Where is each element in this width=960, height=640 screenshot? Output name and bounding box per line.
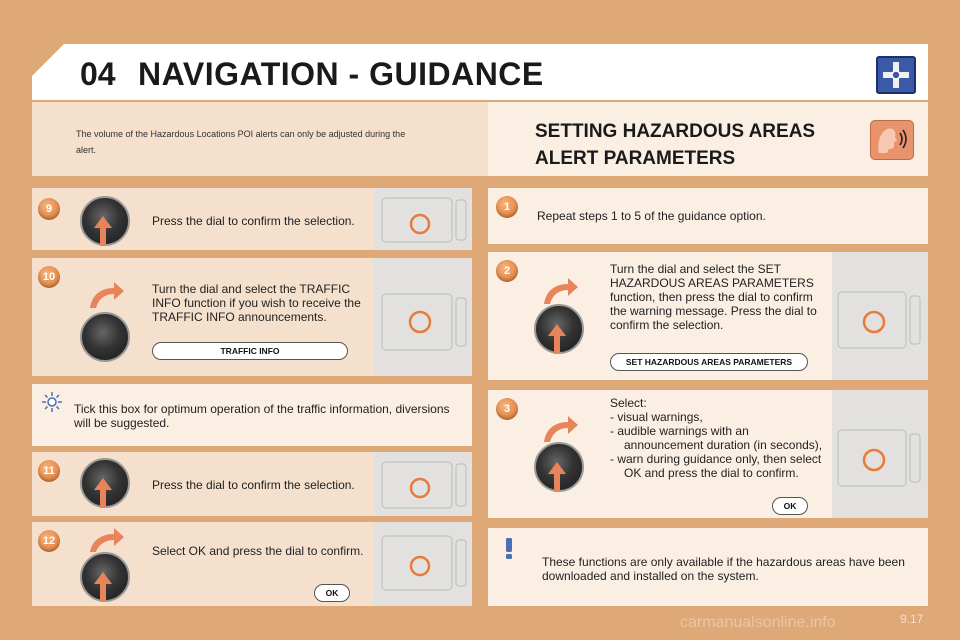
press-arrow-icon [546, 322, 568, 356]
step-options [610, 396, 824, 480]
step-text: Press the dial to confirm the selection. [152, 478, 355, 492]
ok-label: OK [314, 584, 350, 602]
press-arrow-icon [92, 214, 114, 248]
ok-label: OK [772, 497, 808, 515]
step-number-badge: 9 [38, 198, 60, 220]
turn-arrow-icon [86, 526, 126, 554]
exclamation-icon [498, 536, 520, 560]
warning-text: These functions are only available if the hazardous areas have been downloaded and installed on the system. [542, 555, 905, 583]
turn-arrow-icon [86, 280, 126, 310]
page-number: 9.17 [900, 612, 924, 626]
dial-knob [80, 312, 130, 362]
voice-face-icon [870, 120, 914, 160]
step-number-badge: 10 [38, 266, 60, 288]
sun-tip-icon [40, 390, 64, 414]
step-2-thumbnail [832, 252, 928, 380]
section-title: SETTING HAZARDOUS AREAS ALERT PARAMETERS [535, 121, 816, 169]
step-text: Press the dial to confirm the selection. [152, 214, 355, 228]
option-item: - audible warnings with an announcement duration (in seconds), [610, 424, 823, 452]
step-text: Turn the dial and select the SET HAZARDOUS AREAS PARAMETERS function, then press the dial to confirm the warning message. Press the dial to confirm the selection. [610, 262, 817, 332]
option-item: - warn during guidance only, then select OK and press the dial to confirm. [610, 452, 822, 480]
option-item: - visual warnings, [610, 410, 703, 424]
step-9-thumbnail [374, 188, 472, 250]
step-intro: Select: [610, 396, 647, 410]
turn-arrow-icon [540, 414, 580, 444]
step-text: Select OK and press the dial to confirm. [152, 544, 364, 558]
watermark: carmanualsonline.info [680, 614, 836, 631]
press-arrow-icon [546, 460, 568, 494]
turn-arrow-icon [540, 276, 580, 306]
step-text: Repeat steps 1 to 5 of the guidance option. [537, 209, 766, 223]
intro-note: The volume of the Hazardous Locations POI alerts can only be adjusted during the alert. [76, 129, 406, 155]
step-12-thumbnail [374, 522, 472, 606]
step-text: Turn the dial and select the TRAFFIC INFO function if you wish to receive the TRAFFIC INFO announcements. [152, 282, 361, 324]
step-11-thumbnail [374, 452, 472, 516]
step-3-thumbnail [832, 390, 928, 518]
step-10-thumbnail [374, 258, 472, 376]
step-number-badge: 11 [38, 460, 60, 482]
step-number-badge: 12 [38, 530, 60, 552]
page-title: NAVIGATION - GUIDANCE [138, 56, 544, 92]
step-number-badge: 3 [496, 398, 518, 420]
traffic-info-label: TRAFFIC INFO [152, 342, 348, 360]
step-number-badge: 2 [496, 260, 518, 282]
navigation-cross-icon [876, 56, 916, 94]
press-arrow-icon [92, 476, 114, 510]
step-number-badge: 1 [496, 196, 518, 218]
set-hazardous-areas-label: SET HAZARDOUS AREAS PARAMETERS [610, 353, 808, 371]
chapter-number: 04 [80, 56, 116, 92]
tip-text: Tick this box for optimum operation of the traffic information, diversions will be suggested. [74, 402, 450, 430]
press-arrow-icon [92, 570, 114, 604]
